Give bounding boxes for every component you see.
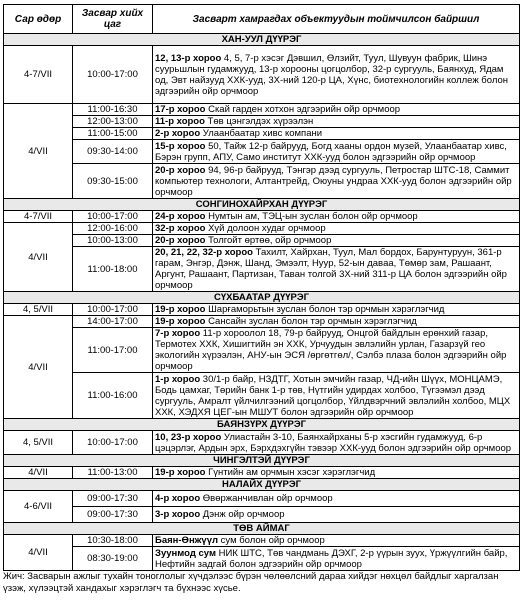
- location-text: Улаанбаатар хивс компани: [200, 128, 323, 139]
- time-cell: 12:00-13:00: [73, 116, 153, 128]
- khoroo-label: 7-р хороо: [155, 328, 201, 339]
- schedule-row: [4, 535, 520, 547]
- time-cell: 09:30-14:00: [73, 140, 153, 164]
- time-cell: 11:00-13:00: [73, 467, 153, 479]
- district-row: [4, 199, 520, 211]
- location-text: Толгойт өртөө, ойр орчмоор: [205, 235, 332, 246]
- schedule-row: [4, 507, 520, 523]
- location-cell: [153, 547, 520, 571]
- location-text: Өвөржанчивлан ойр орчмоор: [200, 493, 333, 504]
- khoroo-label: 4-р хороо: [155, 493, 201, 504]
- district-name: БАЯНЗҮРХ ДҮҮРЭГ: [4, 419, 520, 431]
- schedule-row: [4, 467, 520, 479]
- schedule-row: [4, 491, 520, 507]
- location-text: Гүнтийн ам орчмын хэсэг хэрэглэгчид: [205, 467, 376, 478]
- location-cell: [153, 46, 520, 104]
- district-name: ЧИНГЭЛТЭЙ ДҮҮРЭГ: [4, 455, 520, 467]
- time-cell: 11:00-15:00: [73, 128, 153, 140]
- time-cell: 11:00-16:30: [73, 104, 153, 116]
- khoroo-label: 32-р хороо: [155, 223, 206, 234]
- header-date: Сар өдөр: [4, 5, 73, 34]
- khoroo-label: 20-р хороо: [155, 235, 206, 246]
- date-cell: 4, 5/VII: [4, 304, 73, 316]
- location-cell: [153, 128, 520, 140]
- schedule-row: [4, 104, 520, 116]
- khoroo-label: 11-р хороо: [155, 116, 205, 127]
- location-text: 11-р хороолол 18, 79-р байрууд, Онцгой байдлын ерөнхий газар, Термотех ХХК, Хишигтийн эн ХХК, Урчуудын эвлэлийн урлан, Газарзүй гео экологийн хүрээлэн, АНУ-ын ЭСЯ /өргөтгөл/, Сэлбэ плаза болон эдгээрийн ойр орчмоор: [155, 328, 507, 372]
- schedule-row: [4, 116, 520, 128]
- schedule-row: [4, 211, 520, 223]
- district-name: СОНГИНОХАЙРХАН ДҮҮРЭГ: [4, 199, 520, 211]
- district-row: [4, 292, 520, 304]
- khoroo-label: 10, 23-р хороо: [155, 431, 222, 443]
- header-row: [4, 5, 520, 34]
- time-cell: 09:30-15:00: [73, 164, 153, 199]
- schedule-row: [4, 140, 520, 164]
- district-row: [4, 34, 520, 46]
- location-cell: [153, 507, 520, 523]
- schedule-row: [4, 235, 520, 247]
- district-row: [4, 523, 520, 535]
- time-cell: 08:30-19:00: [73, 547, 153, 571]
- location-cell: [153, 491, 520, 507]
- location-text: Төв цэнгэлдэх хүрээлэн: [204, 116, 314, 127]
- time-cell: 09:00-17:30: [73, 507, 153, 523]
- time-cell: 10:00-17:00: [73, 304, 153, 316]
- location-cell: [153, 116, 520, 128]
- schedule-body: [4, 34, 520, 571]
- district-name: ТӨВ АЙМАГ: [4, 523, 520, 535]
- location-cell: [153, 328, 520, 373]
- khoroo-label: 19-р хороо: [155, 467, 206, 478]
- location-cell: [153, 211, 520, 223]
- location-text: Хүй долоон худаг орчмоор: [205, 223, 326, 234]
- location-cell: [153, 247, 520, 292]
- khoroo-label: 1-р хороо: [155, 373, 201, 385]
- time-cell: 11:00-18:00: [73, 247, 153, 292]
- location-cell: [153, 373, 520, 419]
- khoroo-label: 20, 21, 22, 32-р хороо: [155, 247, 253, 258]
- location-text: Сансайн зуслан болон тэр орчмын хэрэглэгчид: [205, 316, 417, 327]
- location-text: Тахилт, Хайрхан, Туул, Мал бордох, Барунтуруун, 361-р гарам, Энгэр, Дэнж, Шанд, Эмээлт, Нуур, 52-ын давaa, Төмөр зам, Рашаант, Аргунт, Рашаант, Партизан, Таван толгой 3Х-ний 311-р ЦА болон эдгээрийн ойр орчмоор: [155, 247, 507, 291]
- location-cell: [153, 164, 520, 199]
- location-cell: [153, 316, 520, 328]
- time-cell: 12:00-16:00: [73, 223, 153, 235]
- time-cell: 11:00-17:00: [73, 328, 153, 373]
- district-row: [4, 455, 520, 467]
- khoroo-label: 15-р хороо: [155, 140, 206, 152]
- date-cell: 4/VII: [4, 467, 73, 479]
- schedule-row: [4, 223, 520, 235]
- schedule-row: [4, 547, 520, 571]
- location-cell: [153, 304, 520, 316]
- date-cell: 4/VII: [4, 535, 73, 571]
- date-cell: 4/VII: [4, 316, 73, 419]
- time-cell: 10:00-17:00: [73, 46, 153, 104]
- footnote: Жич: Засварын ажлыг тухайн тоноглолыг хүчдэлээс бүрэн чөлөөлсний дараа хийдэг нөхцөл байдлыг харгалзан үзэж, хүлээцтэй хандахыг хэрэглэгч та бүхнээс хүсье.: [3, 571, 499, 594]
- schedule-row: [4, 164, 520, 199]
- khoroo-label: 17-р хороо: [155, 104, 206, 115]
- location-cell: [153, 535, 520, 547]
- location-text: Скай гарден хотхон эдгээрийн ойр орчмоор: [205, 104, 401, 115]
- location-text: Дэнж ойр орчмоор: [200, 509, 285, 520]
- location-cell: [153, 140, 520, 164]
- khoroo-label: Зуунмод сум: [155, 547, 216, 559]
- time-cell: 10:00-17:00: [73, 431, 153, 455]
- location-text: 50, Тайж 12-р байрууд, Богд хааны ордон музей, Улаанбаатар хивс, Бэрэн групп, АПУ, Само институт ХХК-ууд болон эдгээрийн ойр орчмоор: [155, 140, 507, 163]
- time-cell: 10:00-13:00: [73, 235, 153, 247]
- time-cell: 10:00-17:00: [73, 211, 153, 223]
- location-text: 94, 96-р байрууд, Тэнгэр дээд сургууль, Петростар ШТС-18, Саммит компьютер технологи, Алтантрейд, Оюуны ундраа ХХК-ууд болон эдгээрийн ойр орчмоор: [155, 164, 512, 198]
- date-cell: 4/VII: [4, 104, 73, 199]
- date-cell: 4/VII: [4, 223, 73, 292]
- time-cell: 09:00-17:30: [73, 491, 153, 507]
- district-row: [4, 419, 520, 431]
- district-name: СҮХБААТАР ДҮҮРЭГ: [4, 292, 520, 304]
- schedule-row: [4, 328, 520, 373]
- location-text: Улиастайн 3-10, Баянхайрханы 5-р хэсгийн гудамжууд, 6-р цэцэрлэг, Ардын эрх, Бэрхдэхгүйн тэвээр ХХК-ууд болон эдгээрийн ойр орчмоор: [155, 431, 512, 454]
- khoroo-label: 19-р хороо: [155, 304, 206, 315]
- date-cell: 4, 5/VII: [4, 431, 73, 455]
- location-text: НИК ШТС, Төв чандмань ДЭХГ, 2-р үүрын зуух, Үржүүлгийн байр, Нефтийн задгай болон эдгээрийн ойр орчмоор: [155, 547, 508, 570]
- khoroo-label: 3-р хороо: [155, 509, 201, 520]
- khoroo-label: 24-р хороо: [155, 211, 206, 222]
- location-text: Нумтын ам, ТЭЦ-ын зуслан болон ойр орчмоор: [205, 211, 418, 222]
- time-cell: 14:00-17:00: [73, 316, 153, 328]
- district-row: [4, 479, 520, 491]
- date-cell: 4-6/VII: [4, 491, 73, 523]
- khoroo-label: 12, 13-р хороо: [155, 52, 222, 64]
- time-cell: 11:00-16:00: [73, 373, 153, 419]
- schedule-row: [4, 46, 520, 104]
- location-text: Шарғаморьтын зуслан болон тэр орчмын хэрэглэгчид: [205, 304, 445, 315]
- maintenance-schedule-table: [3, 4, 520, 571]
- schedule-row: [4, 247, 520, 292]
- district-name: НАЛАЙХ ДҮҮРЭГ: [4, 479, 520, 491]
- date-cell: 4-7/VII: [4, 46, 73, 104]
- location-text: 30/1-р байр, НЗДТГ, Хотын эмчийн газар, ЧД-ийн Шүүх, МОНЦАМЭ, Бодь цамхаг, Төрийн банк 1-р төв, Нүтгийн удирдах холбоо, Түгээмэл дээд сургууль, Амралт үйлчилгээний цогцолбор, Үйлдвэрчний эвлэлийн холбоо, МЦХ ХХК, ХЭДХЯ ЦЕГ-ын МШУТ болон эдгээрийн ойр орчмоор: [155, 373, 511, 418]
- khoroo-label: 2-р хороо: [155, 128, 201, 139]
- location-text: 4, 5, 7-р хэсэг Дэвшил, Өлзийт, Туул, Шувуун фабрик, Шинэ суурьшлын гудамжууд, 13-р хорооны цогцолбор, 32-р сургууль, Баянхуд, Ядам од, Эвт найзууд ХХК-ууд, 3Х-ний 120-р ЦА, Хүнс, биотехнологийн коллеж болон эдгээрийн ойр орчмоор: [155, 52, 509, 97]
- location-cell: [153, 104, 520, 116]
- time-cell: 10:30-18:00: [73, 535, 153, 547]
- schedule-row: [4, 316, 520, 328]
- header-time: Засвар хийх цаг: [73, 5, 153, 34]
- khoroo-label: Баян-Өнжүүл: [155, 535, 219, 546]
- district-name: ХАН-УУЛ ДҮҮРЭГ: [4, 34, 520, 46]
- schedule-row: [4, 373, 520, 419]
- location-cell: [153, 223, 520, 235]
- date-cell: 4-7/VII: [4, 211, 73, 223]
- location-cell: [153, 467, 520, 479]
- header-location: Засварт хамрагдах объектуудын тоймчилсон байршил: [153, 5, 520, 34]
- khoroo-label: 20-р хороо: [155, 164, 206, 176]
- location-cell: [153, 235, 520, 247]
- schedule-row: [4, 304, 520, 316]
- schedule-row: [4, 431, 520, 455]
- schedule-row: [4, 128, 520, 140]
- location-text: сум болон ойр орчмоор: [218, 535, 325, 546]
- khoroo-label: 19-р хороо: [155, 316, 206, 327]
- location-cell: [153, 431, 520, 455]
